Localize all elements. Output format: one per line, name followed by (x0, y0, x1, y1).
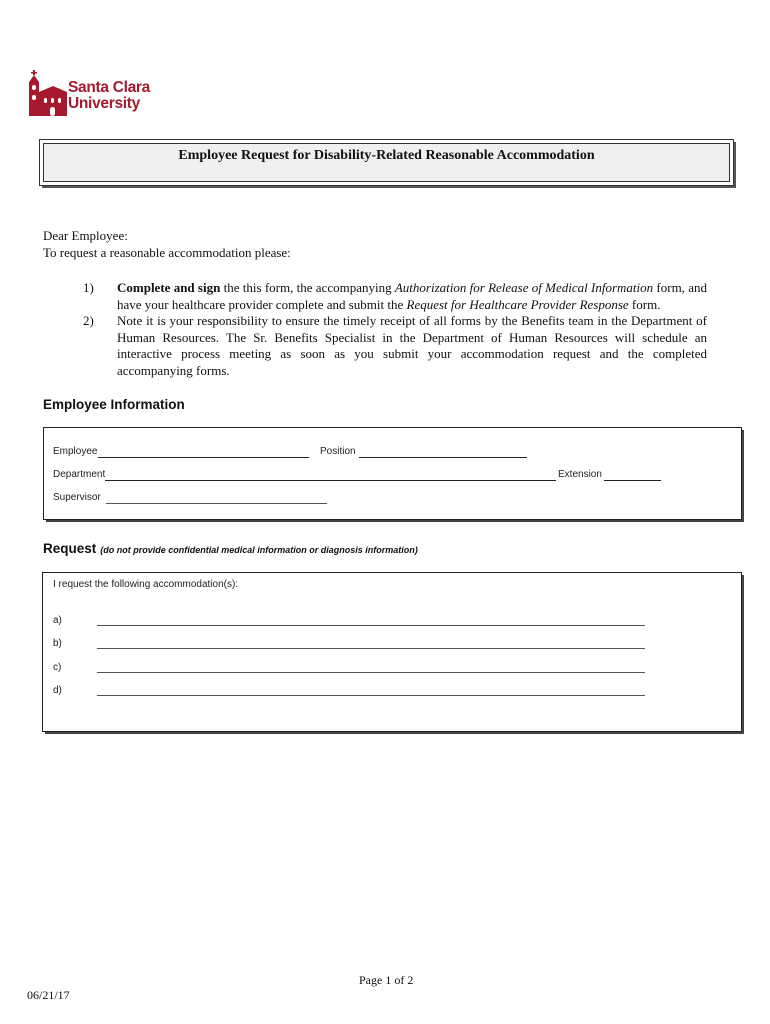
title-inner (43, 143, 730, 182)
instruction-text: form. (628, 296, 661, 312)
employee-info-heading: Employee Information (43, 397, 185, 412)
instruction-number: 1) (83, 280, 94, 295)
instruction-list (83, 280, 707, 379)
logo-line-1: Santa Clara (68, 79, 150, 96)
department-label: Department (53, 469, 106, 480)
request-item-field-a[interactable] (97, 625, 645, 626)
employee-info-box (43, 427, 742, 520)
request-item-label-b: b) (53, 638, 62, 649)
request-item-field-b[interactable] (97, 648, 645, 649)
page-title: Employee Request for Disability-Related Reasonable Accommodation (178, 148, 595, 163)
request-item-label-d: d) (53, 685, 62, 696)
logo-wordmark (68, 80, 150, 112)
greeting-line-2: To request a reasonable accommodation please: (43, 244, 291, 260)
instruction-text: form, and have your healthcare provider complete and submit the (117, 280, 707, 312)
title-box (39, 139, 734, 186)
request-item-field-c[interactable] (97, 672, 645, 673)
request-intro: I request the following accommodation(s): (53, 579, 239, 590)
mission-church-icon (26, 68, 68, 118)
greeting-line-1: Dear Employee: (43, 228, 128, 243)
request-note: (do not provide confidential medical information or diagnosis information) (100, 545, 418, 555)
form-name-authorization: Authorization for Release of Medical Information (394, 280, 654, 295)
instruction-text: the this form, the accompanying (220, 280, 395, 295)
request-heading-row (43, 540, 418, 558)
instruction-number: 2) (83, 313, 94, 328)
employee-label: Employee (53, 446, 98, 457)
instruction-item (83, 280, 707, 313)
extension-field[interactable] (604, 480, 661, 481)
position-label: Position (320, 446, 356, 457)
request-heading: Request (43, 541, 97, 556)
logo-line-2: University (68, 95, 140, 112)
request-box (42, 572, 742, 732)
request-item-label-a: a) (53, 615, 62, 626)
employee-field[interactable] (98, 457, 309, 458)
extension-label: Extension (558, 469, 602, 480)
department-field[interactable] (105, 480, 556, 481)
instruction-text: Note it is your responsibility to ensure the timely receipt of all forms by the Benefits team in the Department of Human Resources. The Sr. Benefits Specialist in the Department of Human Resources will schedule an interactive process meeting as soon as you submit your accommodation request and the completed accompanying forms. (117, 313, 707, 378)
form-name-provider-response: Request for Healthcare Provider Response (406, 296, 629, 312)
revision-date: 06/21/17 (27, 988, 70, 1002)
instruction-item (83, 313, 707, 379)
university-logo (26, 68, 156, 118)
request-item-field-d[interactable] (97, 695, 645, 696)
position-field[interactable] (359, 457, 527, 458)
supervisor-field[interactable] (106, 503, 327, 504)
instruction-bold: Complete and sign (117, 280, 221, 295)
greeting (43, 228, 291, 261)
request-item-label-c: c) (53, 662, 62, 673)
supervisor-label: Supervisor (53, 492, 101, 503)
page-number: Page 1 of 2 (359, 973, 414, 987)
